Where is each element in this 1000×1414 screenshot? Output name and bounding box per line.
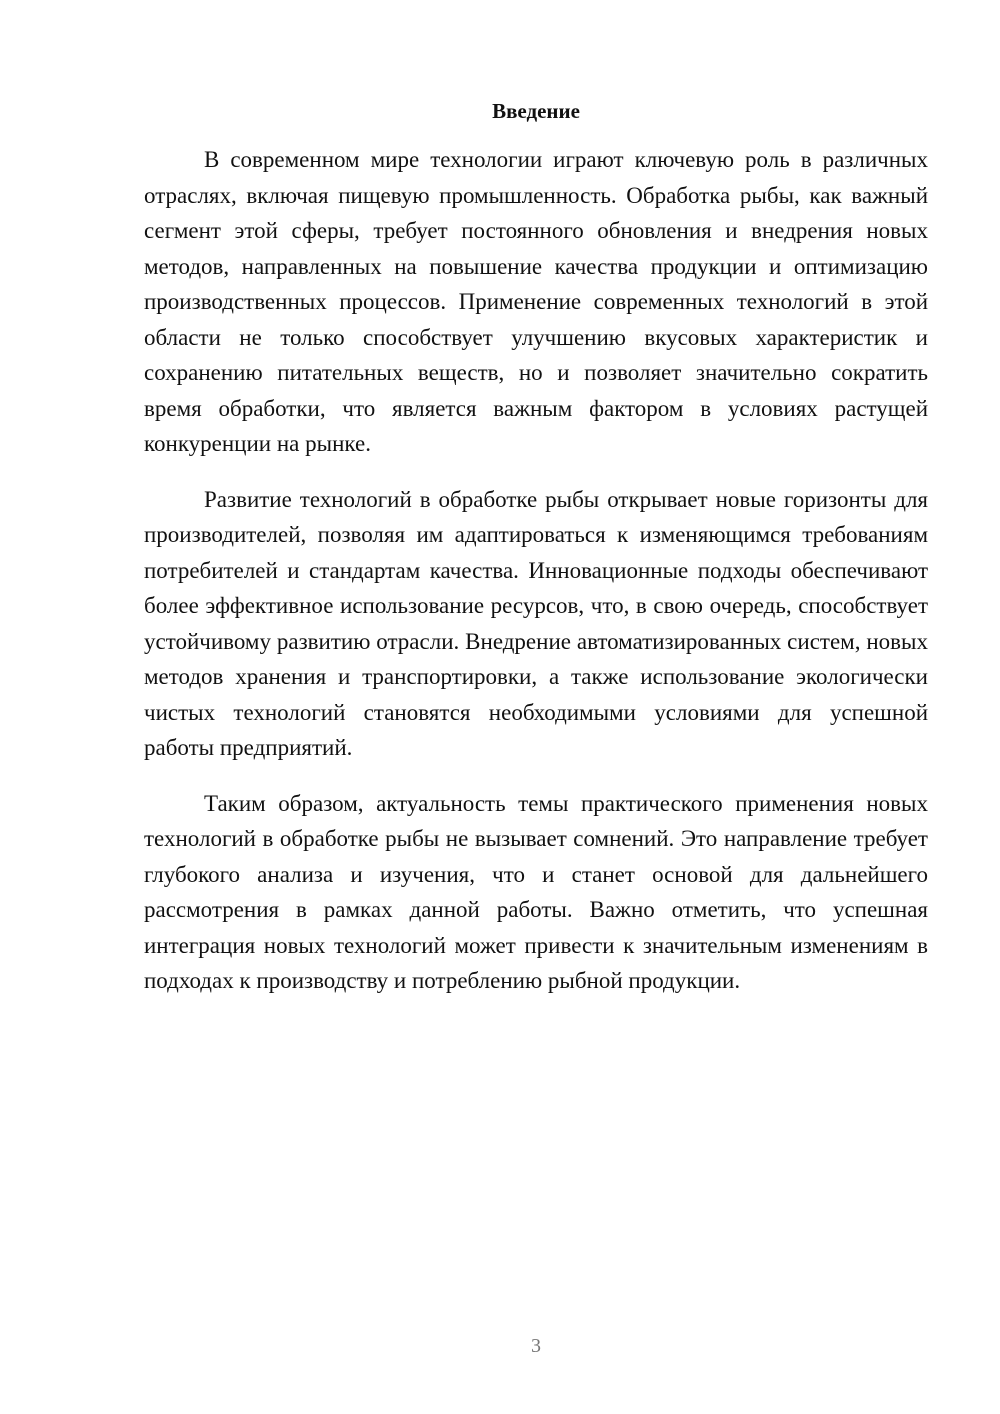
- page-number: 3: [531, 1335, 541, 1357]
- paragraph-3: Таким образом, актуальность темы практического применения новых технологий в обработке рыбы не вызывает сомнений. Это направление требует глубокого анализа и изучения, что и станет основой для дальнейшего рассмотрения в рамках данной работы. Важно отметить, что успешная интеграция новых технологий может привести к значительным изменениям в подходах к производству и потреблению рыбной продукции.: [144, 790, 928, 993]
- body-text: [144, 142, 928, 1019]
- paragraph-2: Развитие технологий в обработке рыбы открывает новые горизонты для производителей, позволяя им адаптироваться к изменяющимся требованиям потребителей и стандартам качества. Инновационные подходы обеспечивают более эффективное использование ресурсов, что, в свою очередь, способствует устойчивому развитию отрасли. Внедрение автоматизированных систем, новых методов хранения и транспортировки, а также использование экологически чистых технологий становятся необходимыми условиями для успешной работы предприятий.: [144, 486, 928, 760]
- page-title: Введение: [492, 99, 580, 123]
- paragraph-1: В современном мире технологии играют ключевую роль в различных отраслях, включая пищевую промышленность. Обработка рыбы, как важный сегмент этой сферы, требует постоянного обновления и внедрения новых методов, направленных на повышение качества продукции и оптимизацию производственных процессов. Применение современных технологий в этой области не только способствует улучшению вкусовых характеристик и сохранению питательных веществ, но и позволяет значительно сократить время обработки, что является важным фактором в условиях растущей конкуренции на рынке.: [144, 147, 928, 456]
